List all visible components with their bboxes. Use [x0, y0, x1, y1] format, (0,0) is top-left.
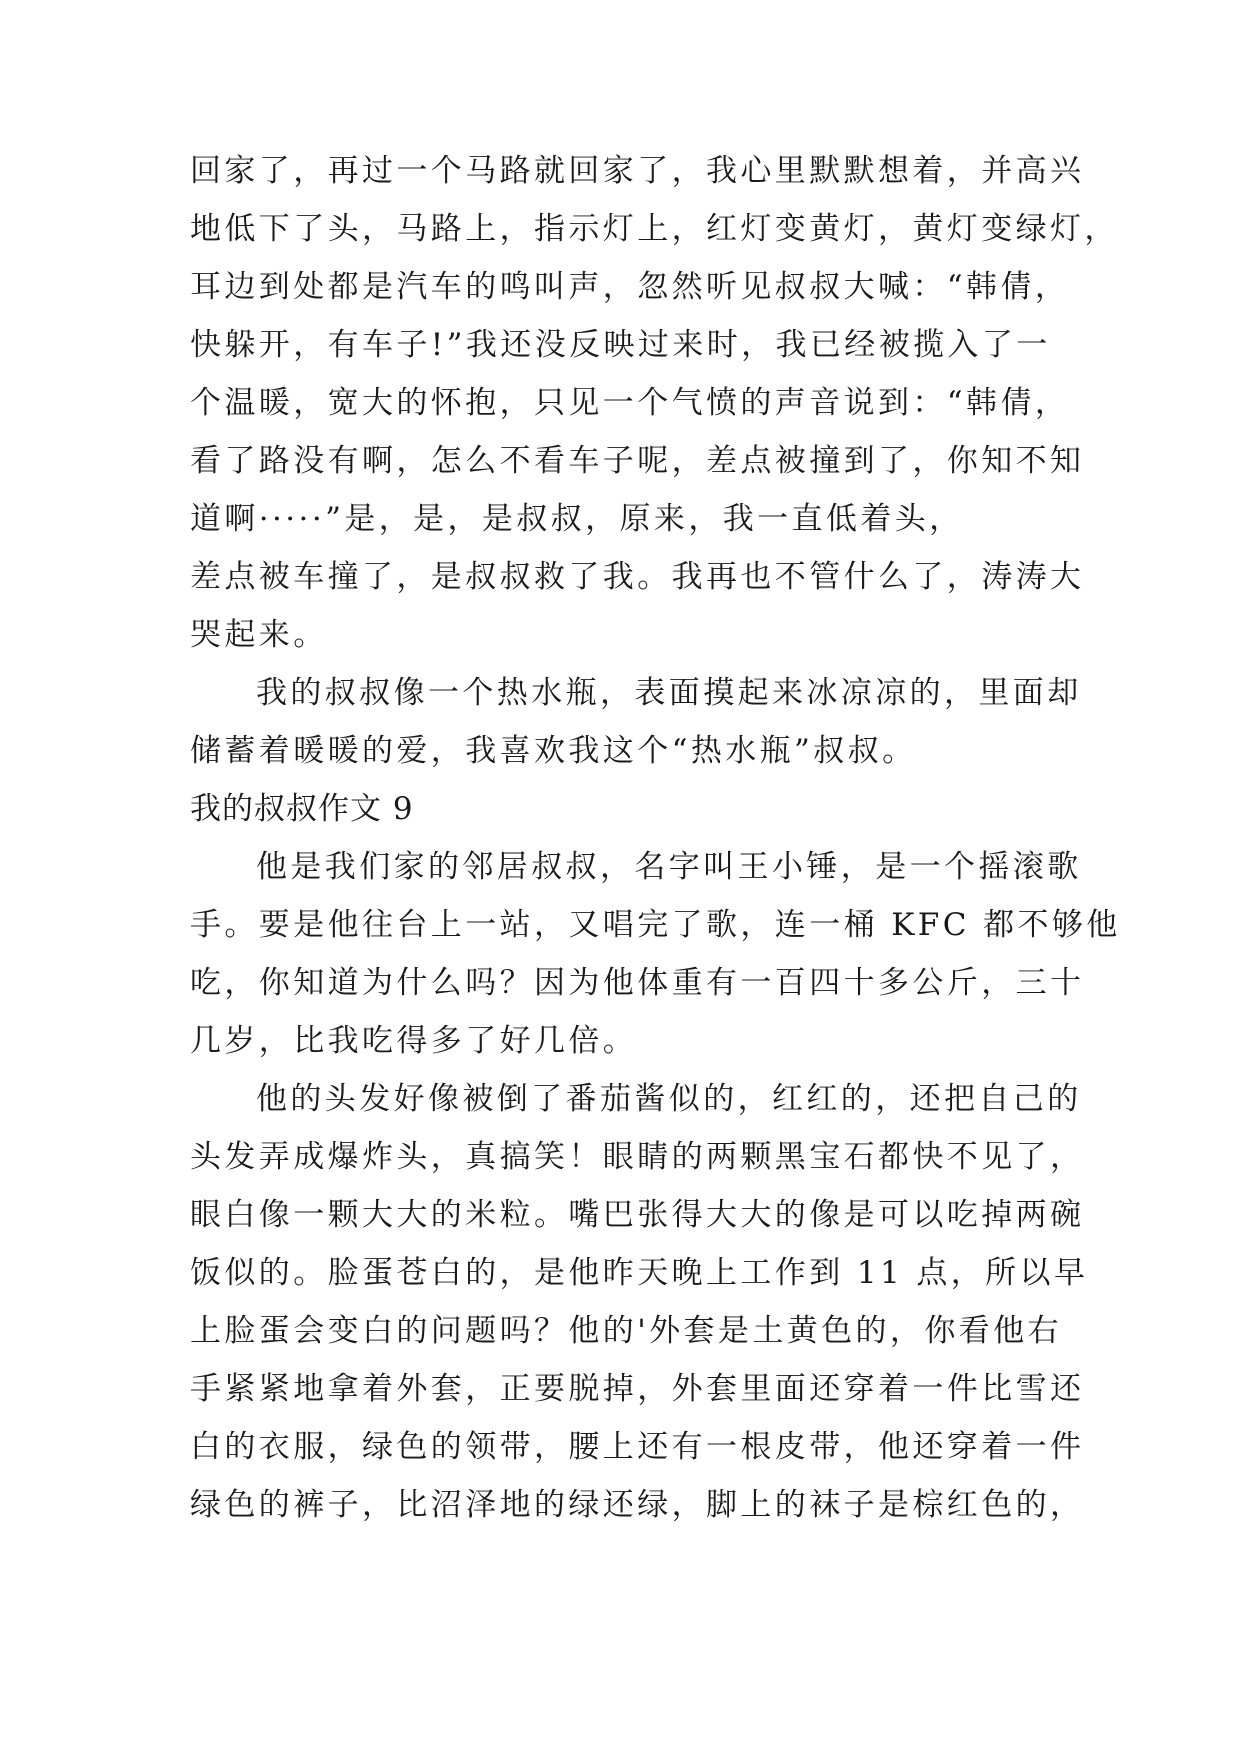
text-line: 他的头发好像被倒了番茄酱似的，红红的，还把自己的: [256, 1081, 1082, 1117]
text-line: 他是我们家的邻居叔叔，名字叫王小锤，是一个摇滚歌: [256, 849, 1082, 885]
text-line: 手。要是他往台上一站，又唱完了歌，连一桶 KFC 都不够他: [190, 907, 1121, 943]
text-line: 回家了，再过一个马路就回家了，我心里默默想着，并高兴: [190, 153, 1085, 189]
text-line: 耳边到处都是汽车的鸣叫声，忽然听见叔叔大喊：“韩倩，: [190, 269, 1070, 305]
text-line: 几岁，比我吃得多了好几倍。: [190, 1023, 638, 1059]
text-line: 哭起来。: [190, 617, 328, 653]
text-line: 我的叔叔像一个热水瓶，表面摸起来冰凉凉的，里面却: [256, 675, 1082, 711]
text-line: 白的衣服，绿色的领带，腰上还有一根皮带，他还穿着一件: [190, 1429, 1085, 1465]
text-line: 吃，你知道为什么吗？因为他体重有一百四十多公斤，三十: [190, 965, 1085, 1001]
text-line: 道啊·····”是，是，是叔叔，原来，我一直低着头，: [190, 501, 964, 537]
section-heading: 我的叔叔作文 9: [190, 791, 414, 827]
text-line: 差点被车撞了，是叔叔救了我。我再也不管什么了，涛涛大: [190, 559, 1085, 595]
text-line: 眼白像一颗大大的米粒。嘴巴张得大大的像是可以吃掉两碗: [190, 1197, 1085, 1233]
text-line: 看了路没有啊，怎么不看车子呢，差点被撞到了，你知不知: [190, 443, 1085, 479]
text-line: 储蓄着暖暖的爱，我喜欢我这个“热水瓶”叔叔。: [190, 733, 917, 769]
text-line: 绿色的裤子，比沼泽地的绿还绿，脚上的袜子是棕红色的，: [190, 1487, 1085, 1523]
text-line: 饭似的。脸蛋苍白的，是他昨天晚上工作到 11 点，所以早: [190, 1255, 1089, 1291]
text-line: 个温暖，宽大的怀抱，只见一个气愤的声音说到：“韩倩，: [190, 385, 1070, 421]
text-line: 上脸蛋会变白的问题吗？他的'外套是土黄色的，你看他右: [190, 1313, 1062, 1349]
text-line: 快躲开，有车子!”我还没反映过来时，我已经被揽入了一: [190, 327, 1051, 363]
text-line: 头发弄成爆炸头，真搞笑！眼睛的两颗黑宝石都快不见了，: [190, 1139, 1085, 1175]
text-line: 手紧紧地拿着外套，正要脱掉，外套里面还穿着一件比雪还: [190, 1371, 1085, 1407]
text-line: 地低下了头，马路上，指示灯上，红灯变黄灯，黄灯变绿灯，: [190, 211, 1119, 247]
